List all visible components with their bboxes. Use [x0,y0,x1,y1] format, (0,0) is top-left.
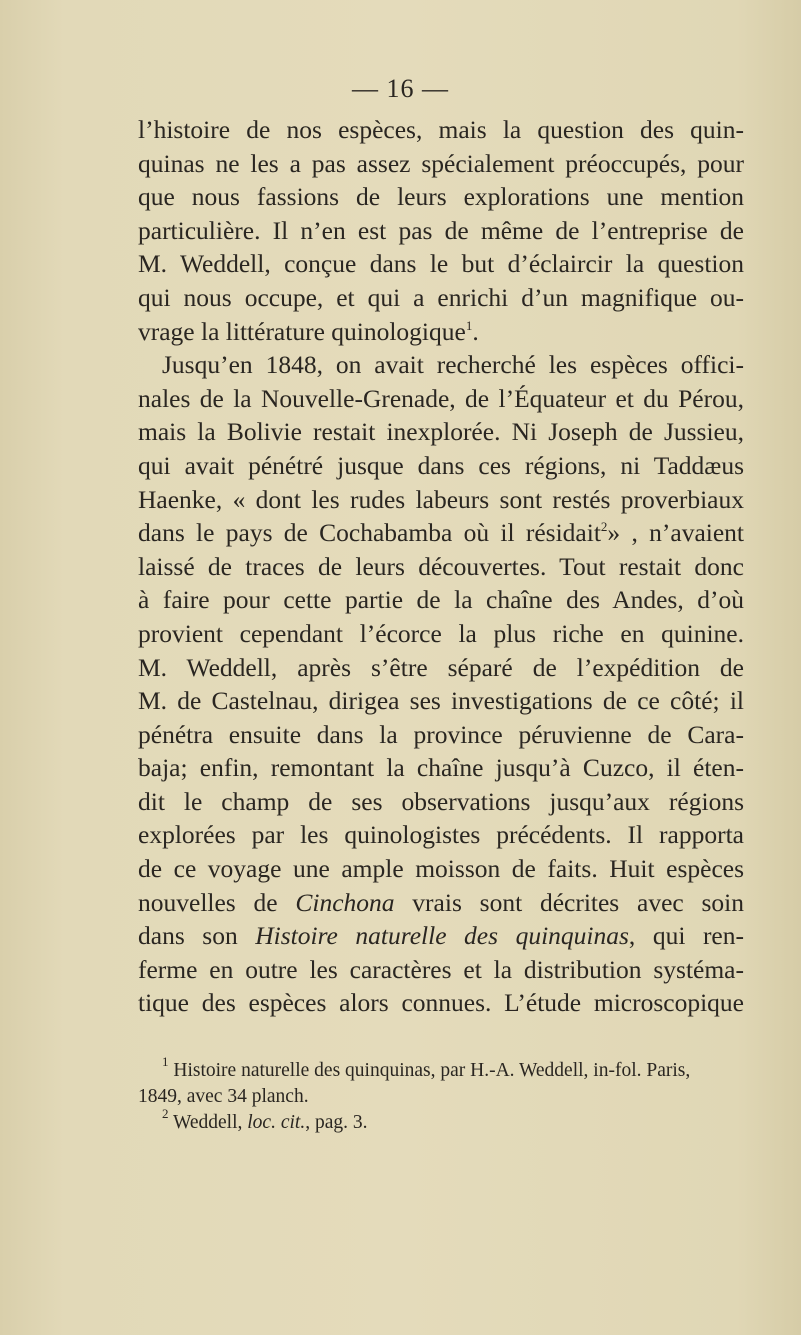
footnote-2 [138,1106,758,1136]
text-line [138,886,744,920]
italic-term: Cinchona [295,887,395,917]
text-line: Haenke, « dont les rudes labeurs sont restés proverbiaux [138,484,744,514]
text-line: laissé de traces de leurs découvertes. Tout restait donc [138,551,744,581]
text-line: l’histoire de nos espèces, mais la question des quin- [138,115,744,144]
text-line: à faire pour cette partie de la chaîne des Andes, d’où [138,585,744,615]
text-line: M. Weddell, conçue dans le but d’éclaircir la question [138,249,744,279]
text-line: particulière. Il n’en est pas de même de l’entreprise de [138,215,744,245]
text-fragment: , qui ren- [628,921,744,951]
text-fragment: vrais sont décrites avec soin [394,887,744,917]
text-line: baja; enfin, remontant la chaîne jusqu’à Cuzco, il éten- [138,753,744,783]
text-line: M. Weddell, après s’être séparé de l’expédition de [138,652,744,682]
text-line [138,919,744,953]
footnote-text: Weddell, [168,1112,248,1133]
text-fragment: » , n’avaient [607,518,744,548]
text-line [138,315,744,349]
text-fragment: nouvelles de [138,887,296,917]
text-fragment: . [472,316,479,346]
text-line: provient cependant l’écorce la plus riche en quinine. [138,618,744,648]
footnote-text: , pag. 3. [305,1112,368,1133]
text-line: qui nous occupe, et qui a enrichi d’un magnifique ou- [138,282,744,312]
text-line: ferme en outre les caractères et la distribution systéma- [138,954,744,984]
text-line: Jusqu’en 1848, on avait recherché les espèces offici- [162,350,744,380]
text-line: tique des espèces alors connues. L’étude microscopique [138,988,744,1018]
text-line: mais la Bolivie restait inexplorée. Ni Joseph de Jussieu, [138,417,744,447]
text-line: qui avait pénétré jusque dans ces régions, ni Taddæus [138,450,744,480]
text-line: quinas ne les a pas assez spécialement préoccupés, pour [138,148,744,178]
text-line: dit le champ de ses observations jusqu’aux régions [138,786,744,816]
footnote-text: Histoire naturelle des quinquinas, par H.-A. Weddell, in-fol. Paris, [168,1060,691,1081]
text-line: explorées par les quinologistes précédents. Il rapporta [138,820,744,850]
text-line: de ce voyage une ample moisson de faits. Huit espèces [138,854,744,884]
footnote-italic: loc. cit. [247,1112,306,1133]
text-fragment: vrage la littérature quinologique [138,316,466,346]
footnotes [138,1054,758,1136]
body-text [138,113,744,1020]
italic-title: Histoire naturelle des quinquinas [255,921,629,951]
footnote-1 [138,1054,758,1084]
page-number: — 16 — [352,74,449,103]
text-line: M. de Castelnau, dirigea ses investigations de ce côté; il [138,686,744,716]
footnote-reference: 2 [600,519,608,535]
text-line: pénétra ensuite dans la province péruvienne de Cara- [138,719,744,749]
text-line: nales de la Nouvelle-Grenade, de l’Équateur et du Pérou, [138,383,744,413]
footnote-1-continued: 1849, avec 34 planch. [138,1086,309,1107]
text-line: que nous fassions de leurs explorations une mention [138,182,744,212]
footnote-marker: 2 [162,1106,169,1121]
text-fragment: dans son [138,921,256,951]
text-fragment: dans le pays de Cochabamba où il résidait [138,518,601,548]
text-line [138,516,744,550]
footnote-marker: 1 [162,1054,169,1069]
footnote-reference: 1 [465,317,473,333]
